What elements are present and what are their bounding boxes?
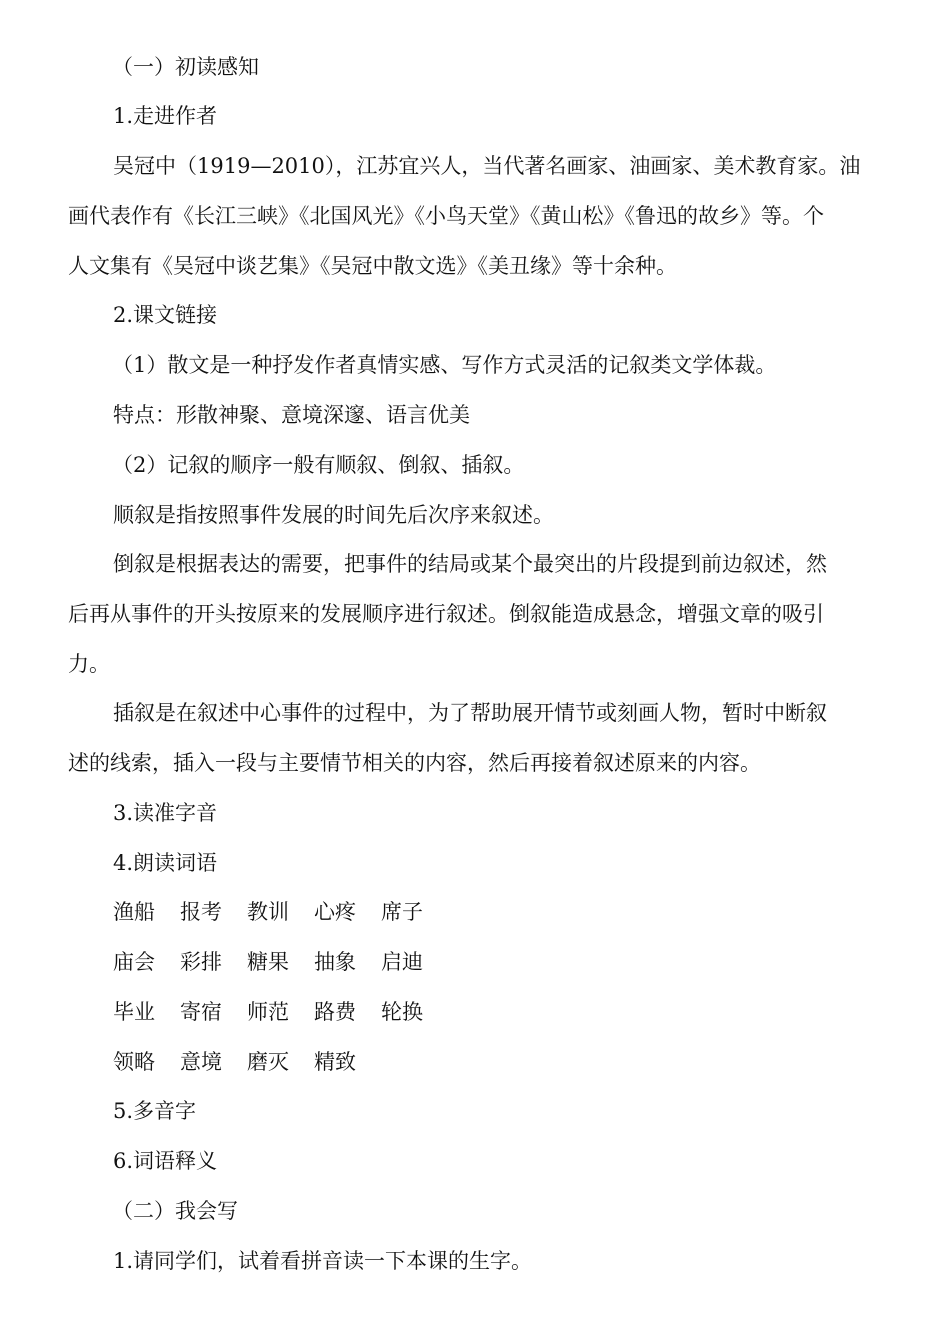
vocab-word: 渔船	[113, 900, 155, 924]
paragraph-line: （1）散文是一种抒发作者真情实感、写作方式灵活的记叙类文学体裁。	[112, 353, 777, 377]
paragraph-line: 吴冠中（1919—2010），江苏宜兴人，当代著名画家、油画家、美术教育家。油	[113, 154, 861, 178]
vocab-word: 毕业	[113, 1000, 155, 1024]
paragraph-line: 1.请同学们，试着看拼音读一下本课的生字。	[113, 1249, 533, 1273]
vocab-word: 意境	[180, 1050, 222, 1074]
vocab-word: 领略	[113, 1050, 155, 1074]
paragraph-line: 人文集有《吴冠中谈艺集》《吴冠中散文选》《美丑缘》等十余种。	[68, 254, 677, 278]
vocab-word: 抽象	[314, 950, 356, 974]
paragraph-line: 述的线索，插入一段与主要情节相关的内容，然后再接着叙述原来的内容。	[68, 751, 761, 775]
section-heading: （二）我会写	[112, 1199, 238, 1223]
vocab-row	[113, 897, 448, 927]
vocab-word: 席子	[381, 900, 423, 924]
vocab-word: 精致	[314, 1050, 356, 1074]
vocab-row	[113, 1047, 381, 1077]
vocab-row	[113, 997, 448, 1027]
vocab-row	[113, 947, 448, 977]
paragraph-line: 顺叙是指按照事件发展的时间先后次序来叙述。	[113, 503, 554, 527]
section-heading: （一）初读感知	[112, 55, 259, 79]
vocab-word: 磨灭	[247, 1050, 289, 1074]
vocab-word: 轮换	[381, 1000, 423, 1024]
vocab-word: 彩排	[180, 950, 222, 974]
subheading-author: 1.走进作者	[113, 104, 218, 128]
vocab-word: 糖果	[247, 950, 289, 974]
subheading-read-words: 4.朗读词语	[113, 851, 218, 875]
subheading-link: 2.课文链接	[113, 303, 218, 327]
vocab-word: 心疼	[314, 900, 356, 924]
vocab-word: 师范	[247, 1000, 289, 1024]
paragraph-line: 插叙是在叙述中心事件的过程中，为了帮助展开情节或刻画人物，暂时中断叙	[113, 701, 827, 725]
vocab-word: 寄宿	[180, 1000, 222, 1024]
vocab-word: 路费	[314, 1000, 356, 1024]
vocab-word: 庙会	[113, 950, 155, 974]
subheading-pronunciation: 3.读准字音	[113, 801, 218, 825]
paragraph-line: 画代表作有《长江三峡》《北国风光》《小鸟天堂》《黄山松》《鲁迅的故乡》等。个	[68, 204, 824, 228]
vocab-word: 教训	[247, 900, 289, 924]
paragraph-line: 特点：形散神聚、意境深邃、语言优美	[113, 403, 470, 427]
paragraph-line: （2）记叙的顺序一般有顺叙、倒叙、插叙。	[112, 453, 525, 477]
paragraph-line: 力。	[68, 652, 110, 676]
paragraph-line: 倒叙是根据表达的需要，把事件的结局或某个最突出的片段提到前边叙述，然	[113, 552, 827, 576]
paragraph-line: 后再从事件的开头按原来的发展顺序进行叙述。倒叙能造成悬念，增强文章的吸引	[68, 602, 824, 626]
subheading-polyphones: 5.多音字	[113, 1099, 197, 1123]
subheading-word-meanings: 6.词语释义	[113, 1149, 218, 1173]
vocab-word: 报考	[180, 900, 222, 924]
vocab-word: 启迪	[381, 950, 423, 974]
